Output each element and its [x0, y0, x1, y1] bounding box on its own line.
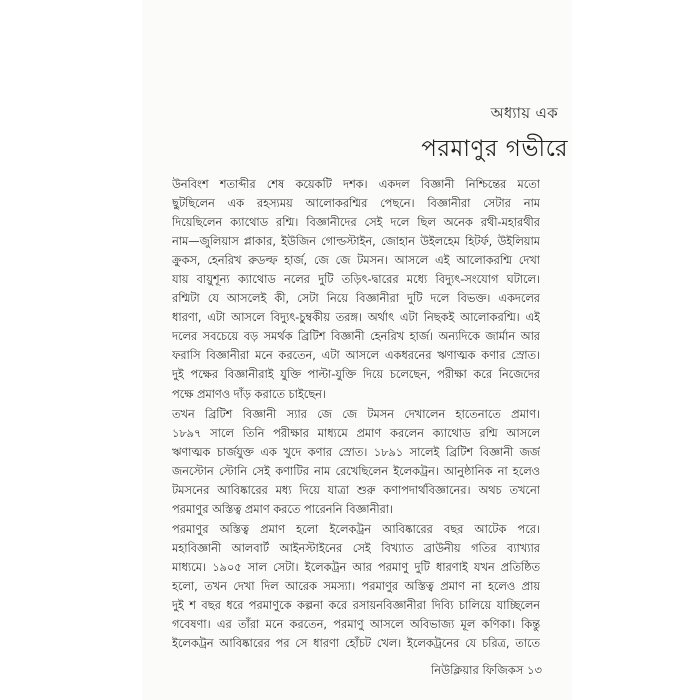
chapter-title: পরমাণুর গভীরে	[421, 136, 568, 162]
text-line: রশ্মিটা যে আসলেই কী, সেটা নিয়ে বিজ্ঞানীরা দুটি দলে বিভক্ত। একদলের	[172, 292, 540, 306]
text-line: ছুটছিলেন এক রহস্যময় আলোকরশ্মির পেছনে। বিজ্ঞানীরা সেটার নাম	[172, 197, 540, 211]
text-line: হলো, তখন দেখা দিল আরেক সমস্যা। পরমাণুর অস্তিত্ব প্রমাণ না হলেও প্রায়	[172, 579, 540, 593]
text-line: ঋণাত্মক চার্জযুক্ত এক খুদে কণার স্রোত। ১৮৯১ সালেই ব্রিটিশ বিজ্ঞানী জর্জ	[172, 445, 540, 459]
text-line: পরমাণুর অস্তিত্ব প্রমাণ হলো ইলেকট্রন আবিষ্কারের বছর আটেক পরে।	[172, 522, 540, 536]
text-line: পরমাণুর অস্তিত্ব প্রমাণ করতে পারেননি বিজ্ঞানীরা।	[172, 502, 394, 516]
text-line: মাধ্যমে। ১৯০৫ সাল সেটা। ইলেকট্রন আর পরমাণু দুটি ধারণাই যখন প্রতিষ্ঠিত	[172, 560, 540, 574]
paragraph-1	[172, 175, 540, 404]
text-line: জনস্টোন স্টোনি সেই কণাটির নাম রেখেছিলেন ইলেকট্রন। আনুষ্ঠানিক না হলেও	[172, 464, 540, 478]
paragraph-2	[172, 405, 540, 519]
text-line: মহাবিজ্ঞানী আলবার্ট আইনস্টাইনের সেই বিখ্যাত ব্রাউনীয় গতির ব্যাখ্যার	[172, 541, 540, 555]
text-line: ১৮৯৭ সালে তিনি পরীক্ষার মাধ্যমে প্রমাণ করলেন ক্যাথোড রশ্মি আসলে	[172, 426, 540, 440]
text-line: যায় বায়ুশূন্য ক্যাথোড নলের দুটি তড়িৎ-দ্বারের মধ্যে বিদ্যুৎ-সংযোগ ঘটালে।	[172, 273, 540, 287]
body-text	[172, 175, 540, 653]
text-line: দলের সবচেয়ে বড় সমর্থক ব্রিটিশ বিজ্ঞানী হেনরিখ হার্জ। অন্যদিকে জার্মান আর	[172, 330, 540, 344]
text-line: ইলেকট্রন আবিষ্কারের পর সে ধারণা হোঁচট খেল। ইলেকট্রনের যে চরিত্র, তাতে	[172, 637, 540, 651]
text-line: ফরাসি বিজ্ঞানীরা মনে করতেন, এটা আসলে একধরনের ঋণাত্মক কণার স্রোত।	[172, 349, 540, 363]
text-line: উনবিংশ শতাব্দীর শেষ কয়েকটি দশক। একদল বিজ্ঞানী নিশ্চিন্তের মতো	[172, 178, 540, 191]
paragraph-3	[172, 520, 540, 653]
text-line: পক্ষে প্রমাণও দাঁড় করাতে চাইছেন।	[172, 387, 326, 401]
text-line: তখন ব্রিটিশ বিজ্ঞানী স্যার জে জে টমসন দেখালেন হাতেনাতে প্রমাণ।	[172, 407, 540, 421]
text-line: ক্রুকস, হেনরিখ রুডল্ফ হার্জ, জে জে টমসন। আসলে এই আলোকরশ্মি দেখা	[172, 254, 540, 268]
text-line: দুই পক্ষের বিজ্ঞানীরাই যুক্তি পাল্টা-যুক্তি দিয়ে চলেছেন, পরীক্ষা করে নিজেদের	[172, 368, 540, 382]
text-line: ধারণা, এটা আসলে বিদ্যুৎ-চুম্বকীয় তরঙ্গ। অর্থাৎ এটা নিছকই আলোকরশ্মি। এই	[172, 311, 540, 325]
text-line: টমসনের আবিষ্কারের মধ্য দিয়ে যাত্রা শুরু কণাপদার্থবিজ্ঞানের। অথচ তখনো	[172, 483, 540, 497]
chapter-label: অধ্যায় এক	[490, 104, 558, 122]
text-line: দুই শ বছর ধরে পরমাণুকে কল্পনা করে রসায়নবিজ্ঞানীরা দিব্যি চালিয়ে যাচ্ছিলেন	[172, 599, 540, 613]
text-line: গবেষণা। এর তাঁরা মনে করতেন, পরমাণু আসলে অবিভাজ্য মূল কণিকা। কিন্তু	[172, 618, 540, 632]
text-line: দিয়েছিলেন ক্যাথোড রশ্মি। বিজ্ঞানীদের সেই দলে ছিল অনেক রথী-মহারথীর	[172, 216, 540, 230]
text-line: নাম—জুলিয়াস প্লাকার, ইউজিন গোল্ডস্টাইন, জোহান উইলহেম হিটর্ফ, উইলিয়াম	[172, 235, 540, 249]
running-footer: নিউক্লিয়ার ফিজিকস ১৩	[430, 663, 542, 677]
